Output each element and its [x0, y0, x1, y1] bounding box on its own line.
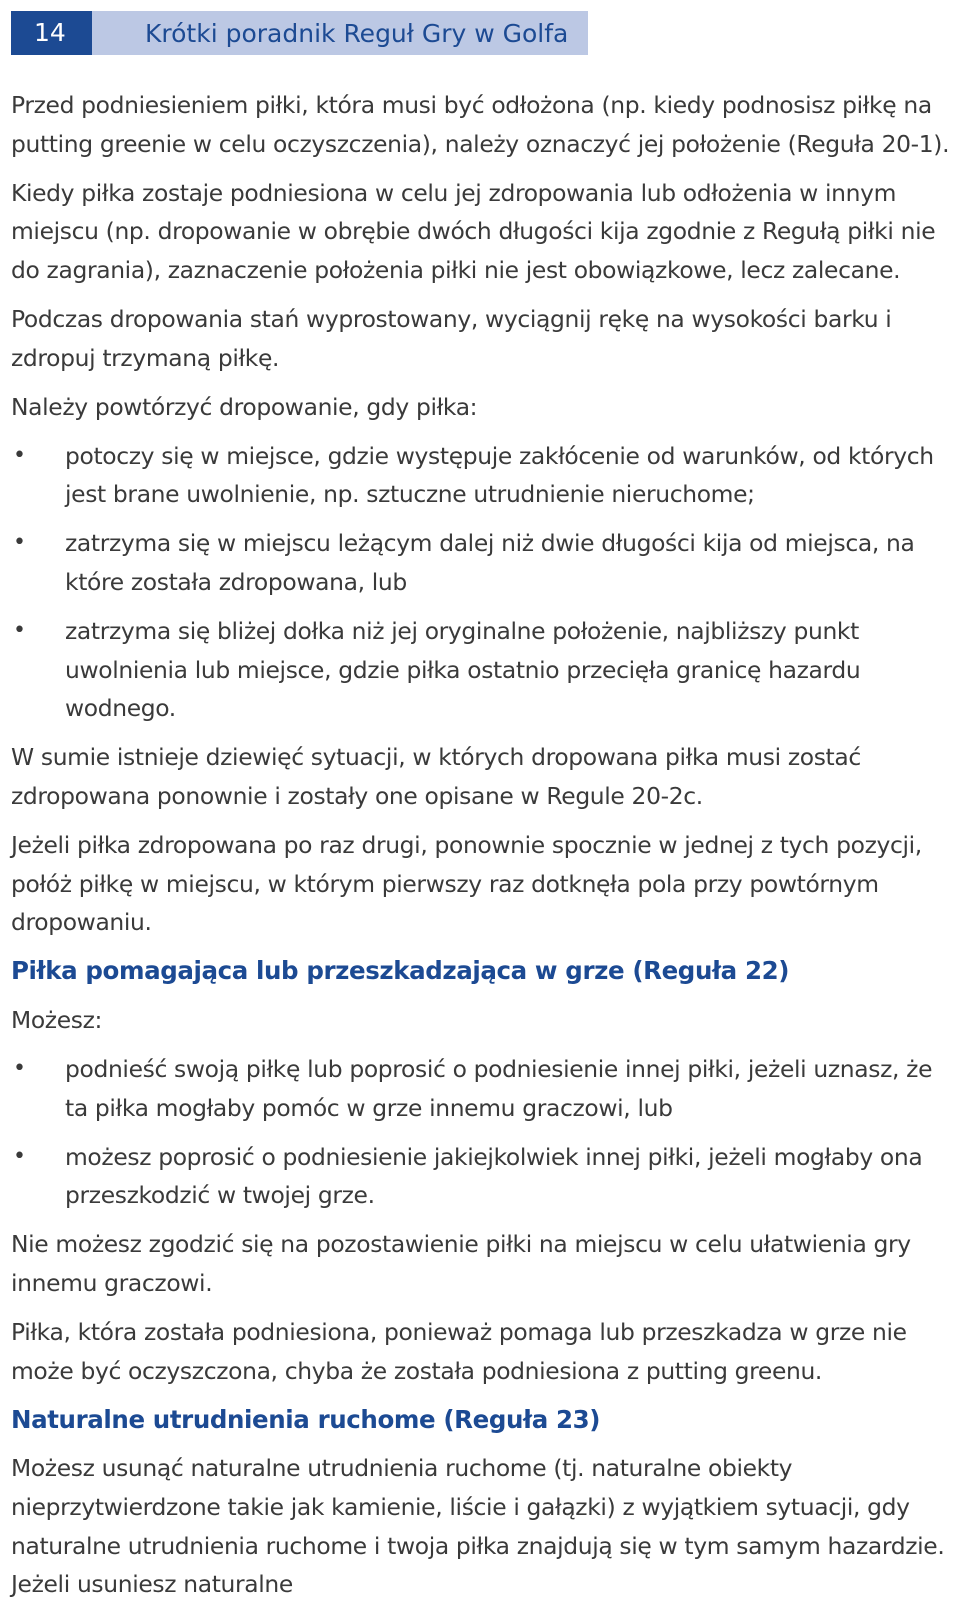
bullet-icon: • — [13, 1143, 26, 1169]
paragraph-mark-ball: Przed podniesieniem piłki, która musi być odłożona (np. kiedy podnosisz piłkę na putting greenie w celu oczyszczenia), należy oznaczyć jej położenie (Reguła 20-1). — [11, 91, 950, 158]
paragraph-redrop-intro: Należy powtórzyć dropowanie, gdy piłka: — [11, 392, 478, 421]
list-item — [11, 1138, 957, 1215]
rule-22-options-list — [11, 1050, 957, 1215]
bullet-icon: • — [13, 618, 26, 644]
paragraph-no-agreement: Nie możesz zgodzić się na pozostawienie piłki na miejscu w celu ułatwienia gry innemu graczowi. — [11, 1230, 911, 1298]
paragraph-you-may: Możesz: — [11, 1005, 103, 1034]
paragraph-second-drop: Jeżeli piłka zdropowana po raz drugi, ponownie spocznie w jednej z tych pozycji, połóż piłkę w miejscu, w którym pierwszy raz dotknęła pola przy powtórnym dropowaniu. — [11, 831, 922, 937]
page-body — [11, 86, 957, 1614]
page-header — [11, 11, 588, 55]
section-heading-rule-22: Piłka pomagająca lub przeszkadzająca w grze (Reguła 22) — [11, 956, 790, 986]
list-item-text: zatrzyma się bliżej dołka niż jej oryginalne położenie, najbliższy punkt uwolnienia lub miejsce, gdzie piłka ostatnio przecięła granicę hazardu wodnego. — [65, 617, 861, 723]
bullet-icon: • — [13, 442, 26, 468]
list-item — [11, 1050, 957, 1127]
paragraph-marking-optional: Kiedy piłka zostaje podniesiona w celu jej zdropowania lub odłożenia w innym miejscu (np. dropowanie w obrębie dwóch długości kija zgodnie z Regułą piłki nie do zagrania), zaznaczenie położenia piłki nie jest obowiązkowe, lecz zalecane. — [11, 178, 936, 284]
paragraph-no-cleaning: Piłka, która została podniesiona, ponieważ pomaga lub przeszkadza w grze nie może być oczyszczona, chyba że została podniesiona z putting greenu. — [11, 1318, 907, 1385]
running-title: Krótki poradnik Reguł Gry w Golfa — [92, 11, 588, 55]
bullet-icon: • — [13, 530, 26, 556]
paragraph-drop-technique: Podczas dropowania stań wyprostowany, wyciągnij rękę na wysokości barku i zdropuj trzymaną piłkę. — [11, 304, 892, 372]
section-heading-rule-23: Naturalne utrudnienia ruchome (Reguła 23) — [11, 1404, 601, 1434]
list-item-text: podnieść swoją piłkę lub poprosić o podniesienie innej piłki, jeżeli uznasz, że ta piłka mogłaby pomóc w grze innemu graczowi, lub — [65, 1055, 933, 1122]
list-item — [11, 612, 957, 728]
list-item — [11, 437, 957, 514]
list-item-text: możesz poprosić o podniesienie jakiejkolwiek innej piłki, jeżeli mogłaby ona przeszkodzić w twojej grze. — [65, 1142, 923, 1210]
paragraph-nine-situations: W sumie istnieje dziewięć sytuacji, w których dropowana piłka musi zostać zdropowana ponownie i zostały one opisane w Regule 20-2c. — [11, 743, 861, 810]
paragraph-loose-impediments: Możesz usunąć naturalne utrudnienia ruchome (tj. naturalne obiekty nieprzytwierdzone takie jak kamienie, liście i gałązki) z wyjątkiem sytuacji, gdy naturalne utrudnienia ruchome i twoja piłka znajdują się w tym samym hazardzie. Jeżeli usuniesz naturalne — [11, 1454, 945, 1599]
page-number: 14 — [11, 11, 92, 55]
list-item-text: zatrzyma się w miejscu leżącym dalej niż dwie długości kija od miejsca, na które została zdropowana, lub — [65, 529, 915, 597]
redrop-conditions-list — [11, 437, 957, 728]
list-item — [11, 524, 957, 601]
list-item-text: potoczy się w miejsce, gdzie występuje zakłócenie od warunków, od których jest brane uwolnienie, np. sztuczne utrudnienie nieruchome; — [65, 441, 934, 509]
bullet-icon: • — [13, 1056, 26, 1082]
